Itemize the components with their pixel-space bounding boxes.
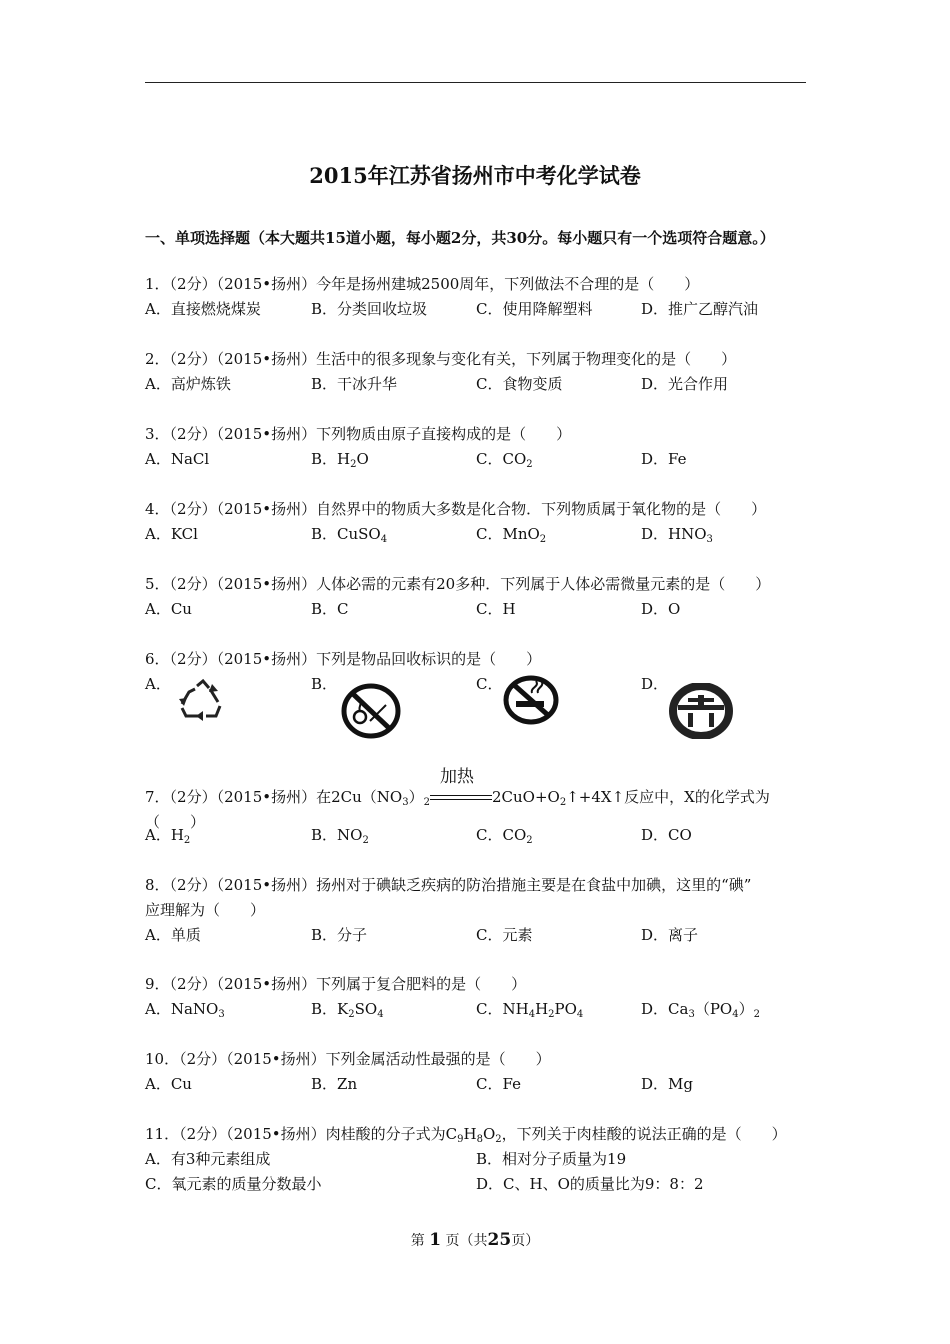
option-d: D．: [641, 675, 669, 693]
option-c: C．MnO$_2$: [476, 525, 547, 545]
option-b: B．CuSO$_4$: [311, 525, 388, 545]
total-pages: 25: [487, 1230, 512, 1250]
header-rule: [145, 82, 806, 83]
option-b: B．分类回收垃圾: [311, 300, 428, 318]
section-heading: 一、单项选择题（本大题共15道小题，每小题2分，共30分。每小题只有一个选项符合题意。）: [145, 229, 775, 247]
question-1: [145, 272, 810, 322]
option-b: B．C: [311, 600, 349, 618]
option-c: C．$CO_2$: [476, 450, 533, 470]
option-a: A．有3种元素组成: [145, 1150, 271, 1168]
no-fire-icon: [340, 683, 402, 739]
option-c: C．: [476, 675, 503, 693]
option-c: C．$CO_2$: [476, 826, 533, 846]
option-b: B．: [311, 675, 338, 693]
option-d: D．CO: [641, 826, 692, 844]
question-5: [145, 572, 810, 622]
option-c: C．氧元素的质量分数最小: [145, 1175, 322, 1193]
option-a: A．Cu: [145, 600, 192, 618]
no-smoking-icon: [502, 675, 560, 725]
option-d: D．C、H、O的质量比为9：8：2: [476, 1175, 704, 1193]
recycle-icon: [176, 678, 230, 724]
option-a: A．KCl: [145, 525, 198, 543]
question-stem: 7．（2分）（2015•扬州）在$2Cu(NO_3)_2$ 加热 $2CuO+O_2↑+4X↑$反应中，X的化学式为（ ）: [145, 767, 770, 831]
page-number: 1: [429, 1230, 442, 1250]
option-c: C．Fe: [476, 1075, 521, 1093]
question-stem: 3．（2分）（2015•扬州）下列物质由原子直接构成的是（ ）: [145, 425, 572, 443]
option-b: B．相对分子质量为19: [476, 1150, 627, 1168]
option-c: C．H: [476, 600, 516, 618]
option-b: B．$H_2O$: [311, 450, 369, 470]
option-a: A．高炉炼铁: [145, 375, 231, 393]
question-11: [145, 1122, 810, 1197]
page-title: 2015年江苏省扬州市中考化学试卷: [309, 163, 641, 188]
question-stem: 10．（2分）（2015•扬州）下列金属活动性最强的是（ ）: [145, 1050, 551, 1068]
reaction-condition: [430, 767, 492, 805]
question-9: [145, 972, 810, 1022]
question-stem: 11．（2分）（2015•扬州）肉桂酸的分子式为$C_9H_8O_2$，下列关于肉桂酸的说法正确的是（ ）: [145, 1125, 787, 1145]
question-stem: 6．（2分）（2015•扬州）下列是物品回收标识的是（ ）: [145, 650, 542, 668]
option-d: D．$Ca_3(PO_4)_2$: [641, 1000, 760, 1020]
option-a: A．Cu: [145, 1075, 192, 1093]
question-4: [145, 497, 810, 547]
heat-label: 加热: [439, 767, 474, 787]
question-10: [145, 1047, 810, 1097]
question-3: [145, 422, 810, 472]
option-d: D．推广乙醇汽油: [641, 300, 759, 318]
option-d: D．Fe: [641, 450, 687, 468]
water-saving-icon: [668, 683, 734, 739]
question-stem: 8．（2分）（2015•扬州）扬州对于碘缺乏疾病的防治措施主要是在食盐中加碘，这里的“碘”: [145, 876, 752, 894]
option-c: C．$NH_4H_2PO_4$: [476, 1000, 584, 1020]
option-d: D．光合作用: [641, 375, 729, 393]
question-stem: 1．（2分）（2015•扬州）今年是扬州建城2500周年，下列做法不合理的是（ ）: [145, 275, 700, 293]
option-a: A．NaNO$_3$: [145, 1000, 225, 1020]
question-stem: 4．（2分）（2015•扬州）自然界中的物质大多数是化合物．下列物质属于氧化物的是（ ）: [145, 500, 767, 518]
option-d: D．O: [641, 600, 681, 618]
question-7: [145, 767, 810, 831]
question-stem: 5．（2分）（2015•扬州）人体必需的元素有20多种．下列属于人体必需微量元素的是（ ）: [145, 575, 771, 593]
option-b: B．Zn: [311, 1075, 358, 1093]
option-b: B．干冰升华: [311, 375, 398, 393]
option-c: C．使用降解塑料: [476, 300, 593, 318]
option-d: D．$HNO_3$: [641, 525, 713, 545]
option-d: D．离子: [641, 926, 699, 944]
option-a: A．$H_2$: [145, 826, 191, 846]
option-a: A．: [145, 675, 171, 693]
question-stem: 2．（2分）（2015•扬州）生活中的很多现象与变化有关，下列属于物理变化的是（ ）: [145, 350, 737, 368]
question-stem: 9．（2分）（2015•扬州）下列属于复合肥料的是（ ）: [145, 975, 527, 993]
question-8: [145, 873, 810, 948]
option-b: B．$NO_2$: [311, 826, 369, 846]
option-b: B．$K_2SO_4$: [311, 1000, 384, 1020]
page-footer: 第 1 页（共25页）: [410, 1230, 540, 1250]
question-stem-continued: 应理解为（ ）: [145, 901, 266, 919]
option-b: B．分子: [311, 926, 368, 944]
option-c: C．食物变质: [476, 375, 563, 393]
option-a: A．单质: [145, 926, 201, 944]
question-2: [145, 347, 810, 397]
option-a: A．NaCl: [145, 450, 210, 468]
option-a: A．直接燃烧煤炭: [145, 300, 261, 318]
question-7-options: [145, 823, 810, 848]
option-c: C．元素: [476, 926, 533, 944]
option-d: D．Mg: [641, 1075, 693, 1093]
